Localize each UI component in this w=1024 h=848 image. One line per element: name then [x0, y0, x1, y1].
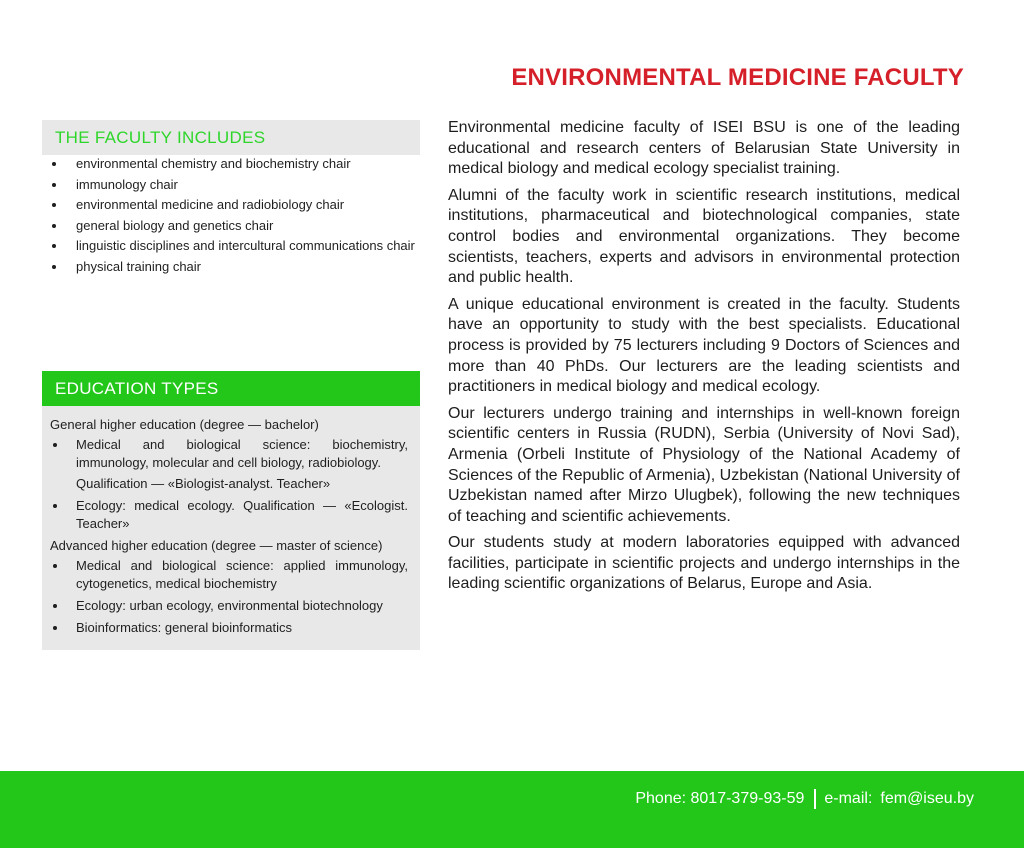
list-item: physical training chair	[42, 258, 420, 276]
page-title: ENVIRONMENTAL MEDICINE FACULTY	[511, 64, 964, 91]
list-item: Bioinformatics: general bioinformatics	[50, 619, 412, 637]
list-item: immunology chair	[42, 176, 420, 194]
master-list	[50, 557, 412, 637]
list-item: Medical and biological science: applied immunology, cytogenetics, medical biochemistry	[50, 557, 412, 593]
list-item	[50, 497, 412, 533]
list-item	[50, 436, 412, 493]
email-label: e-mail:	[824, 790, 873, 807]
footer-bar	[0, 771, 1024, 848]
bachelor-program-text: Ecology: medical ecology. Qualification — «Ecologist. Teacher»	[76, 498, 408, 531]
faculty-includes-heading: THE FACULTY INCLUDES	[42, 120, 420, 155]
list-item: environmental chemistry and biochemistry chair	[42, 155, 420, 173]
bachelor-list	[50, 436, 412, 533]
paragraph: Our students study at modern laboratories equipped with advanced facilities, participate in scientific projects and undergo internships in the leading scientific organizations of Belarus, Europe and Asia.	[448, 534, 960, 593]
list-item: environmental medicine and radiobiology chair	[42, 196, 420, 214]
bachelor-program-text: Medical and biological science: biochemistry, immunology, molecular and cell biology, radiobiology.	[76, 437, 408, 470]
paragraph: Alumni of the faculty work in scientific research institutions, medical institutions, pharmaceutical and biotechnological companies, state control bodies and environmental organizations. They become scientists, teachers, experts and advisors in environmental protection and public health.	[448, 186, 960, 287]
qualification-text: Qualification — «Biologist-analyst. Teacher»	[76, 476, 331, 491]
contact-info	[635, 789, 974, 809]
faculty-includes-section	[42, 120, 420, 279]
paragraph: A unique educational environment is created in the faculty. Students have an opportunity to study with the best specialists. Educational process is provided by 75 lecturers including 9 Doctors of Sciences and more than 40 PhDs. Our lecturers are the leading scientists and practitioners in medical biology and medical ecology.	[448, 295, 960, 396]
list-item: Ecology: urban ecology, environmental biotechnology	[50, 597, 412, 615]
bachelor-label: General higher education (degree — bachelor)	[50, 417, 319, 432]
education-types-heading: EDUCATION TYPES	[42, 371, 420, 406]
divider	[814, 789, 816, 809]
chairs-list	[42, 155, 420, 276]
list-item: linguistic disciplines and intercultural communications chair	[42, 237, 420, 255]
master-label: Advanced higher education (degree — master of science)	[50, 538, 383, 553]
paragraph: Our lecturers undergo training and internships in well-known foreign scientific centers in Russia (RUDN), Serbia (University of Novi Sad), Armenia (Orbeli Institute of Physiology of the National Academy of Sciences of the Republic of Armenia), Uzbekistan (National University of Uzbekistan named after Mirzo Ulugbek), following the new techniques of teaching and scientific achievements.	[448, 404, 960, 525]
list-item: general biology and genetics chair	[42, 217, 420, 235]
faculty-description	[448, 118, 960, 601]
email-address[interactable]: fem@iseu.by	[880, 790, 974, 807]
education-types-section	[42, 371, 420, 650]
paragraph: Environmental medicine faculty of ISEI BSU is one of the leading educational and research centers of Belarusian State University in medical biology and medical ecology specialist training.	[448, 119, 960, 178]
phone-number: Phone: 8017-379-93-59	[635, 790, 805, 807]
